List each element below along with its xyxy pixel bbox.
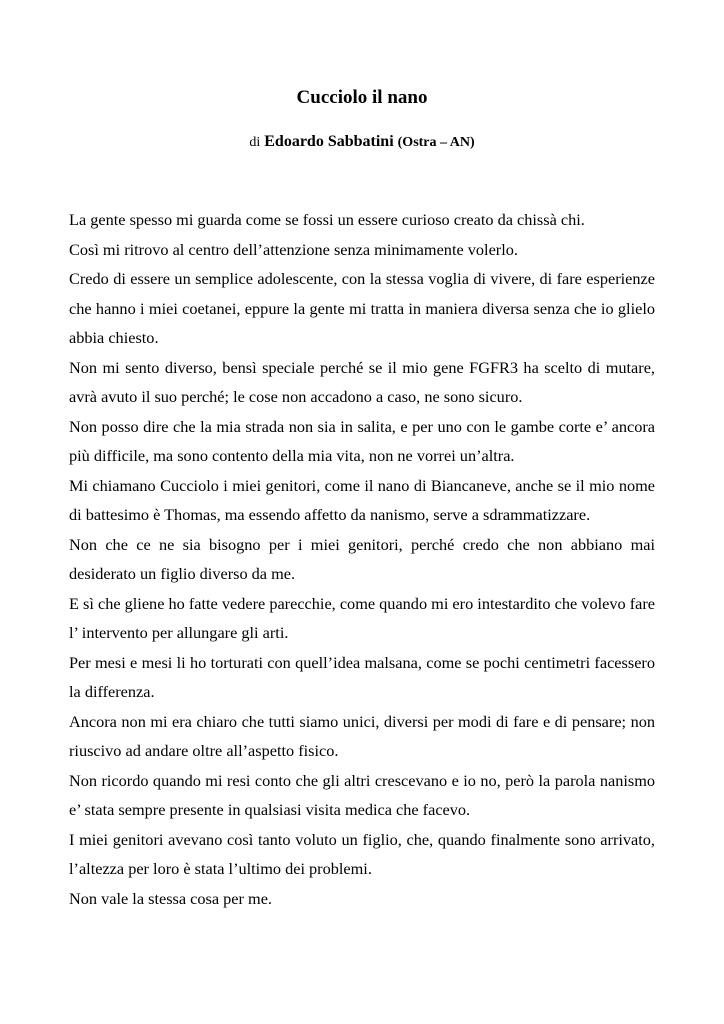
paragraph: Non posso dire che la mia strada non sia in salita, e per uno con le gambe corte e’ ancora più difficile, ma sono contento della mia vita, non ne vorrei un’altra. [69,416,655,465]
paragraph: Mi chiamano Cucciolo i miei genitori, come il nano di Biancaneve, anche se il mio nome di battesimo è Thomas, ma essendo affetto da nanismo, serve a sdrammatizzare. [69,475,655,524]
author-name: Edoardo Sabbatini [264,133,394,150]
paragraph: Non che ce ne sia bisogno per i miei genitori, perché credo che non abbiano mai desiderato un figlio diverso da me. [69,534,655,583]
paragraph: La gente spesso mi guarda come se fossi un essere curioso creato da chissà chi. [69,210,585,229]
paragraph: Non ricordo quando mi resi conto che gli altri crescevano e io no, però la parola nanismo e’ stata sempre presente in qualsiasi visita medica che facevo. [69,770,655,819]
story-body [69,205,655,913]
paragraph: Non mi sento diverso, bensì speciale perché se il mio gene FGFR3 ha scelto di mutare, avrà avuto il suo perché; le cose non accadono a caso, ne sono sicuro. [69,357,655,406]
paragraph: I miei genitori avevano così tanto voluto un figlio, che, quando finalmente sono arrivato, l’altezza per loro è stata l’ultimo dei problemi. [69,829,655,878]
paragraph: Così mi ritrovo al centro dell’attenzione senza minimamente volerlo. [69,239,518,259]
author-place: (Ostra – AN) [397,135,475,150]
byline-prefix: di [249,135,261,150]
paragraph: Per mesi e mesi li ho torturati con quell’idea malsana, come se pochi centimetri facessero la differenza. [69,652,655,701]
byline [0,132,724,153]
paragraph: E sì che gliene ho fatte vedere parecchie, come quando mi ero intestardito che volevo fare l’ intervento per allungare gli arti. [69,593,655,642]
paragraph: Non vale la stessa cosa per me. [69,888,272,908]
document-title: Cucciolo il nano [296,87,428,108]
paragraph: Ancora non mi era chiaro che tutti siamo unici, diversi per modi di fare e di pensare; non riuscivo ad andare oltre all’aspetto fisico. [69,711,655,760]
paragraph: Credo di essere un semplice adolescente, con la stessa voglia di vivere, di fare esperienze che hanno i miei coetanei, eppure la gente mi tratta in maniera diversa senza che io glielo abbia chiesto. [69,269,655,347]
